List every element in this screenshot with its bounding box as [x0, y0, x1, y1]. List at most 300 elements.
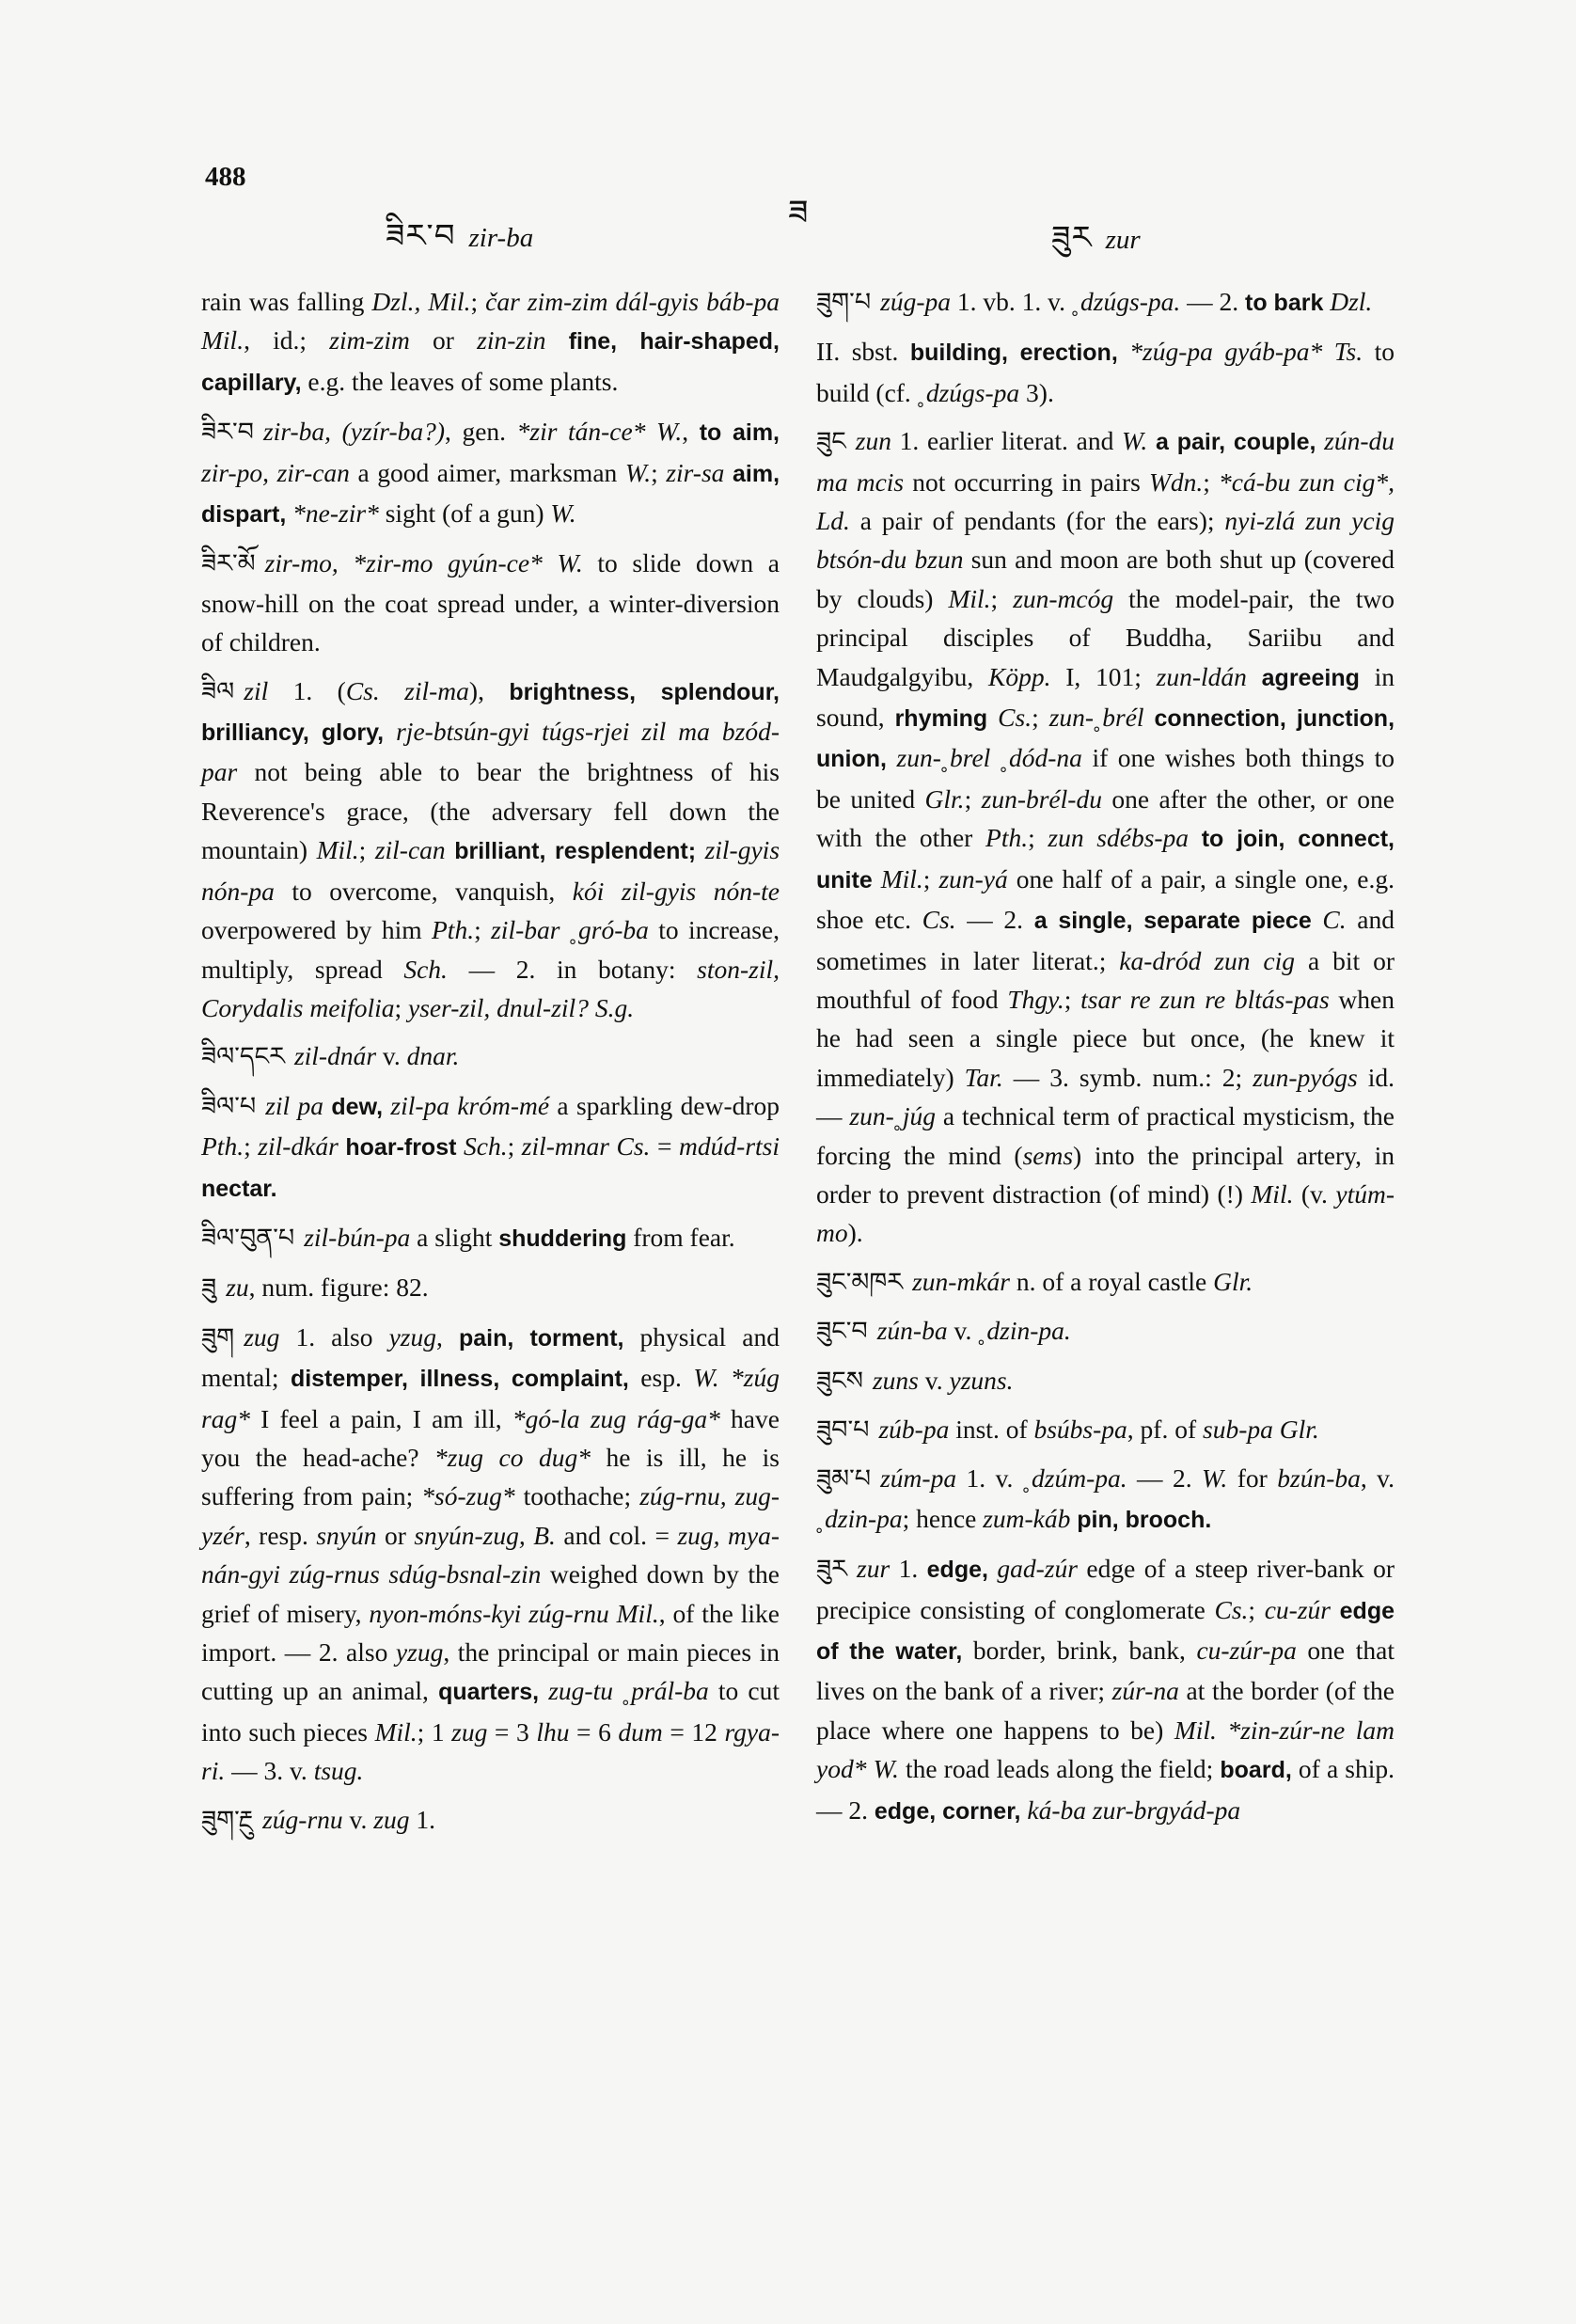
- entry-text: ;: [394, 992, 409, 1022]
- entry-italic-text: Mil. *zin-zúr-ne lam yod* W.: [816, 1715, 1395, 1784]
- entry-text: — 2. in botany:: [447, 954, 698, 984]
- entry-italic-text: bzún-ba: [1277, 1463, 1361, 1494]
- entry-text: ; hence: [902, 1503, 984, 1533]
- entry-text: I feel a pain, I am ill,: [249, 1403, 512, 1433]
- entry-italic-text: Dzl.: [1330, 287, 1373, 316]
- dictionary-entry: [201, 1318, 780, 1791]
- entry-text: the model-pair, the two principal disciples of Buddha, Sariibu and Maudgalgyibu,: [816, 583, 1395, 691]
- entry-italic-text: zug: [244, 1321, 280, 1352]
- entry-italic-text: W.: [1122, 426, 1148, 456]
- dictionary-entry: [201, 1036, 780, 1076]
- entry-text: [1331, 1595, 1340, 1624]
- entry-text: ; 1: [417, 1716, 452, 1747]
- entry-headword-tibetan: ཟིལ་དངར: [201, 1042, 285, 1072]
- entry-italic-text: zun-pyógs: [1253, 1062, 1358, 1092]
- entry-headword-tibetan: ཟུ: [201, 1273, 217, 1304]
- entry-italic-text: Pth.: [201, 1131, 244, 1162]
- entry-text: [1316, 426, 1324, 455]
- entry-text: I, 101;: [1050, 661, 1157, 691]
- running-head-right: [1051, 201, 1141, 292]
- entry-italic-text: zil: [244, 675, 269, 705]
- entry-italic-text: zun sdébs-pa: [1048, 823, 1190, 853]
- entry-italic-text: zun-˳brél: [1048, 703, 1144, 733]
- entry-headword-tibetan: ཟིལ: [201, 676, 235, 706]
- entry-italic-text: Mil.: [374, 1716, 418, 1747]
- entry-italic-text: zil-dnár: [293, 1041, 377, 1071]
- entry-text: a sparkling dew-drop: [549, 1090, 780, 1120]
- entry-text: a good aimer, marksman: [349, 457, 625, 487]
- entry-definition-bold: agreeing: [1261, 664, 1360, 691]
- entry-text: he is ill, he is suffering from pain;: [201, 1442, 780, 1511]
- entry-italic-text: *zúg-pa gyáb-pa* Ts.: [1129, 337, 1363, 367]
- entry-text: physical and mental;: [201, 1321, 780, 1393]
- entry-text: v.: [376, 1041, 407, 1071]
- entry-italic-text: sub-pa Glr.: [1203, 1414, 1319, 1444]
- entry-italic-text: ˳dzin-pa: [816, 1503, 903, 1533]
- entry-definition-bold: a single, separate piece: [1033, 908, 1312, 935]
- entry-text: [456, 1131, 464, 1161]
- entry-text: , num. figure: 82.: [248, 1273, 429, 1303]
- entry-italic-text: yser-zil, dnul-zil? S.g.: [408, 992, 635, 1022]
- entry-text: = 3: [487, 1716, 537, 1747]
- entry-italic-text: sems: [1022, 1140, 1074, 1170]
- entry-text: ),: [468, 675, 510, 705]
- entry-italic-text: lhu: [536, 1716, 570, 1747]
- entry-definition-bold: rhyming: [894, 705, 988, 733]
- entry-italic-text: Cs.: [922, 905, 956, 935]
- entry-italic-text: Köpp.: [988, 661, 1051, 691]
- entry-italic-text: zún-du ma mcis: [816, 426, 1395, 497]
- entry-text: II. sbst.: [816, 337, 910, 367]
- entry-italic-text: *zug co dug*: [434, 1442, 591, 1472]
- entry-italic-text: zun-yá: [938, 863, 1008, 893]
- entry-italic-text: snyún-zug, B.: [414, 1520, 556, 1550]
- entry-headword-tibetan: ཟུར: [816, 1555, 847, 1585]
- entry-headword-tibetan: ཟུག: [201, 1322, 235, 1352]
- entry-text: 1. (: [268, 675, 346, 705]
- entry-text: 1. also: [279, 1321, 389, 1352]
- entry-text: a technical term of practical mysticism, the forcing the mind (: [816, 1101, 1395, 1170]
- entry-italic-text: Glr.: [924, 783, 965, 814]
- entry-text: ;: [1248, 1594, 1265, 1624]
- entry-text: toothache;: [514, 1481, 640, 1511]
- entry-italic-text: W.: [550, 498, 576, 529]
- entry-text: , pf. of: [1127, 1414, 1203, 1444]
- entry-italic-text: *cá-bu zun cig*, Ld.: [816, 466, 1395, 536]
- entry-text: border, brink, bank,: [962, 1636, 1197, 1665]
- entry-text: the road leads along the field;: [898, 1754, 1221, 1784]
- entry-definition-bold: edge,: [926, 1557, 988, 1584]
- entry-italic-text: Mil.: [1251, 1178, 1294, 1209]
- entry-italic-text: gad-zúr: [997, 1554, 1078, 1584]
- running-head-left: [386, 199, 533, 290]
- entry-text: [873, 864, 881, 893]
- entry-italic-text: tsar re zun re bltás-pas: [1080, 984, 1330, 1014]
- entry-italic-text: zúr-na: [1111, 1676, 1179, 1706]
- entry-text: inst. of: [949, 1414, 1034, 1444]
- entry-italic-text: yzug: [388, 1321, 436, 1352]
- entry-definition-bold: pain, torment,: [458, 1324, 624, 1352]
- entry-italic-text: *ne-zir*: [292, 498, 379, 529]
- entry-text: not being able to bear the brightness of his Reverence's grace, (the adversary fell down the mountain): [201, 757, 780, 865]
- entry-italic-text: Mil.: [880, 863, 923, 893]
- dictionary-entry: [201, 1086, 780, 1209]
- entry-definition-bold: aim, dispart,: [201, 460, 780, 529]
- entry-italic-text: ˳dzúgs-pa: [917, 377, 1020, 407]
- entry-italic-text: W. *zúg rag*: [201, 1363, 780, 1433]
- entry-text: ;: [470, 287, 486, 316]
- entry-text: 1. vb. 1. v.: [951, 287, 1072, 316]
- entry-text: esp.: [628, 1363, 694, 1393]
- entry-text: [988, 1554, 997, 1583]
- entry-italic-text: Wdn.: [1148, 466, 1204, 497]
- dictionary-entry: [816, 421, 1395, 1253]
- entry-text: n. of a royal castle: [1010, 1266, 1214, 1296]
- entry-text: [1312, 905, 1323, 934]
- entry-text: or: [376, 1520, 415, 1550]
- entry-text: — 2.: [1127, 1463, 1203, 1494]
- entry-italic-text: Cs. zil-ma: [345, 675, 469, 705]
- entry-definition-bold: to aim,: [699, 419, 780, 447]
- entry-italic-text: zun-˳júg: [849, 1101, 937, 1131]
- entry-italic-text: dnar.: [406, 1041, 460, 1071]
- entry-text: = 6: [569, 1716, 619, 1747]
- entry-text: [1189, 823, 1202, 852]
- entry-text: — 2.: [955, 905, 1034, 935]
- entry-italic-text: zug: [373, 1804, 410, 1834]
- entry-italic-text: zil-pa króm-mé: [390, 1090, 550, 1120]
- entry-italic-text: Dzl., Mil.: [371, 287, 471, 316]
- entry-text: when he had seen a single piece but once, (he knew it immediately): [816, 984, 1395, 1092]
- entry-italic-text: ˳dzúm-pa.: [1022, 1463, 1127, 1494]
- entry-italic-text: Sch.: [463, 1131, 508, 1162]
- dictionary-entry: [201, 1268, 780, 1307]
- entry-text: if one wishes both things to be united: [816, 743, 1395, 814]
- entry-text: sun and moon are both shut up (covered by clouds): [816, 545, 1395, 613]
- entry-definition-bold: shuddering: [498, 1225, 627, 1252]
- dictionary-entry: [816, 332, 1395, 412]
- entry-italic-text: zun-mcóg: [1013, 583, 1114, 613]
- entry-headword-tibetan: ཟིལ་བུན་པ: [201, 1223, 295, 1253]
- entry-text: , id.;: [244, 325, 330, 356]
- entry-text: [545, 325, 568, 355]
- entry-italic-text: zún-ba: [876, 1316, 948, 1346]
- entry-italic-text: Pth.: [985, 823, 1029, 853]
- entry-definition-bold: fine, hair-shaped, capillary,: [201, 328, 780, 396]
- entry-headword-tibetan: ཟུངས: [816, 1366, 863, 1396]
- dictionary-entry: [201, 282, 780, 403]
- entry-italic-text: mdúd-rtsi: [679, 1131, 780, 1162]
- entry-text: ;: [1032, 703, 1049, 733]
- entry-text: [446, 835, 455, 864]
- page-number: 488: [205, 162, 246, 192]
- entry-text: , of the like import. — 2. also: [201, 1598, 780, 1667]
- dictionary-entry: [816, 1311, 1395, 1351]
- dictionary-entry: [201, 672, 780, 1028]
- entry-text: ;: [244, 1131, 259, 1162]
- entry-text: 1.: [409, 1804, 435, 1834]
- entry-italic-text: zir-po, zir-can: [201, 457, 350, 487]
- entry-text: [724, 458, 733, 487]
- entry-italic-text: Mil.: [948, 583, 991, 613]
- entry-italic-text: zil-gyis nón-pa: [201, 835, 780, 906]
- entry-text: , gen.: [445, 417, 517, 447]
- entry-italic-text: zun-brél-du: [981, 783, 1102, 814]
- dictionary-entry: [816, 282, 1395, 323]
- entry-text: [1118, 337, 1130, 366]
- dictionary-entry: [201, 1800, 780, 1840]
- entry-text: ;: [1203, 466, 1220, 497]
- left-column: [201, 282, 780, 1849]
- entry-italic-text: zum-káb: [983, 1503, 1071, 1533]
- entry-text: v.: [918, 1365, 950, 1395]
- entry-headword-tibetan: ཟིར་མོ: [201, 549, 256, 579]
- entry-italic-text: zu: [226, 1273, 249, 1303]
- entry-definition-bold: building, erection,: [909, 340, 1118, 367]
- entry-italic-text: Sch.: [403, 954, 448, 984]
- entry-text: [1247, 662, 1262, 691]
- entry-text: and col. =: [555, 1520, 678, 1550]
- entry-text: to build (cf.: [816, 337, 1395, 407]
- entry-text: from fear.: [626, 1222, 735, 1252]
- entry-italic-text: zúg-rnu: [262, 1804, 343, 1834]
- entry-italic-text: *só-zug*: [421, 1481, 515, 1511]
- entry-definition-bold: edge of the water,: [816, 1597, 1395, 1665]
- entry-italic-text: C.: [1322, 905, 1347, 935]
- entry-italic-text: zir-sa: [666, 457, 725, 487]
- entry-italic-text: zúm-pa: [880, 1463, 957, 1494]
- entry-italic-text: yzuns.: [949, 1365, 1014, 1395]
- entry-text: ;: [964, 783, 982, 814]
- entry-text: [887, 743, 897, 772]
- entry-italic-text: Cs.: [998, 703, 1032, 733]
- entry-text: — 3. symb. num.: 2;: [1002, 1062, 1253, 1092]
- entry-text: [696, 835, 705, 864]
- entry-italic-text: dum: [618, 1716, 663, 1747]
- entry-italic-text: zúg-pa: [880, 287, 952, 316]
- running-head-letter: ཟ: [788, 194, 809, 232]
- entry-text: a bit or mouthful of food: [816, 945, 1395, 1014]
- entry-text: weighed down by the grief of misery,: [201, 1559, 780, 1628]
- entry-italic-text: *zir tán-ce* W.: [516, 417, 683, 447]
- dictionary-entry: [201, 544, 780, 661]
- entry-headword-tibetan: ཟུམ་པ: [816, 1464, 872, 1494]
- running-head-right-roman: zur: [1105, 225, 1141, 255]
- entry-definition-bold: quarters,: [438, 1679, 540, 1706]
- entry-italic-text: rgya-ri.: [201, 1716, 780, 1786]
- entry-text: [1144, 703, 1155, 732]
- entry-text: 1. earlier literat. and: [890, 426, 1123, 456]
- entry-definition-bold: nectar.: [201, 1175, 277, 1202]
- entry-text: — 2.: [1180, 287, 1245, 316]
- entry-italic-text: zun: [855, 426, 891, 456]
- entry-text: ,: [682, 417, 700, 447]
- entry-definition-bold: a pair, couple,: [1156, 429, 1316, 456]
- entry-italic-text: zúb-pa: [878, 1414, 950, 1444]
- entry-text: [384, 717, 396, 746]
- entry-text: ;: [1064, 984, 1081, 1014]
- entry-text: =: [650, 1131, 680, 1162]
- entry-headword-tibetan: ཟུང་མཁར: [816, 1267, 904, 1297]
- entry-text: ).: [847, 1218, 863, 1248]
- entry-italic-text: cu-zúr-pa: [1196, 1636, 1297, 1665]
- entry-italic-text: zug, mya-nán-gyi zúg-rnus sdúg-bsnal-zin: [201, 1520, 780, 1589]
- entry-text: overpowered by him: [201, 915, 432, 945]
- entry-text: e.g. the leaves of some plants.: [301, 366, 619, 396]
- entry-text: a pair of pendants (for the ears);: [849, 506, 1225, 536]
- dictionary-entry: [816, 1361, 1395, 1400]
- entry-text: in sound,: [816, 661, 1395, 733]
- entry-italic-text: zur: [857, 1554, 890, 1584]
- entry-text: to cut into such pieces: [201, 1676, 780, 1747]
- entry-italic-text: zir-mo, *zir-mo gyún-ce* W.: [264, 548, 583, 578]
- entry-text: (v.: [1293, 1178, 1336, 1209]
- entry-text: sight (of a gun): [378, 498, 551, 529]
- entry-italic-text: Tar.: [964, 1062, 1003, 1092]
- entry-text: v.: [342, 1804, 374, 1834]
- entry-italic-text: cu-zúr: [1264, 1594, 1331, 1624]
- entry-italic-text: ka-dród zun cig: [1119, 945, 1296, 975]
- dictionary-entry: [816, 1459, 1395, 1540]
- entry-text: [1147, 426, 1156, 455]
- entry-text: 1. v.: [956, 1463, 1023, 1494]
- entry-italic-text: ká-ba zur-brgyád-pa: [1027, 1794, 1241, 1825]
- entry-headword-tibetan: ཟུག་པ: [816, 288, 872, 317]
- entry-text: of a ship. — 2.: [816, 1754, 1395, 1825]
- entry-text: ;: [922, 863, 939, 893]
- entry-headword-tibetan: ཟིར་བ: [201, 418, 254, 448]
- entry-italic-text: Pth.: [432, 915, 475, 945]
- entry-italic-text: zil-mnar Cs.: [521, 1131, 651, 1162]
- entry-text: 1.: [890, 1554, 927, 1584]
- entry-italic-text: zun-mkár: [912, 1266, 1010, 1296]
- entry-text: [539, 1676, 548, 1705]
- entry-text: ;: [507, 1131, 522, 1162]
- entry-text: or: [409, 325, 478, 356]
- dictionary-entry: [816, 1410, 1395, 1449]
- entry-headword-tibetan: ཟུང་བ: [816, 1317, 868, 1347]
- entry-text: ;: [358, 835, 375, 865]
- entry-definition-bold: connection, junction, union,: [816, 705, 1395, 773]
- dictionary-entry: [201, 412, 780, 534]
- entry-definition-bold: edge, corner,: [874, 1797, 1021, 1825]
- dictionary-entry: [816, 1262, 1395, 1302]
- entry-text: ;: [990, 583, 1014, 613]
- entry-italic-text: rje-btsún-gyi túgs-rjei zil ma bzód-par: [201, 717, 780, 787]
- entry-text: for: [1227, 1463, 1278, 1494]
- entry-text: and sometimes in later literat.;: [816, 905, 1395, 975]
- entry-text: a slight: [410, 1222, 499, 1252]
- entry-definition-bold: board,: [1220, 1757, 1292, 1784]
- entry-text: , resp.: [244, 1520, 317, 1550]
- entry-italic-text: zug-tu ˳prál-ba: [548, 1676, 709, 1706]
- entry-text: — 3. v.: [225, 1756, 314, 1786]
- entry-italic-text: ˳dzin-pa.: [978, 1316, 1071, 1346]
- entry-definition-bold: pin, brooch.: [1077, 1506, 1212, 1533]
- entry-italic-text: zim-zim: [329, 325, 410, 356]
- entry-italic-text: Thgy.: [1007, 984, 1064, 1014]
- entry-italic-text: Cs.: [1214, 1594, 1249, 1624]
- entry-text: to overcome, vanquish,: [274, 876, 573, 906]
- dictionary-entry: [201, 1218, 780, 1258]
- entry-italic-text: zun-ldán: [1156, 661, 1247, 691]
- entry-text: one that lives on the bank of a river;: [816, 1636, 1395, 1706]
- entry-italic-text: tsug.: [313, 1756, 364, 1786]
- entry-text: 3).: [1019, 377, 1054, 407]
- entry-italic-text: ston-zil, Corydalis meifolia: [201, 954, 780, 1022]
- entry-italic-text: Mil.: [316, 835, 359, 865]
- entry-italic-text: zun-˳brel ˳dód-na: [896, 743, 1082, 773]
- entry-text: [987, 703, 998, 732]
- entry-italic-text: zil-can: [374, 835, 446, 865]
- entry-text: ;: [474, 915, 492, 945]
- entry-italic-text: W.: [624, 457, 652, 487]
- dictionary-entry: [816, 1549, 1395, 1831]
- entry-italic-text: zúg-rnu, zug-yzér: [201, 1481, 780, 1550]
- entry-headword-tibetan: ཟིལ་པ: [201, 1091, 257, 1121]
- entry-italic-text: zir-ba, (yzír-ba?): [262, 417, 446, 447]
- entry-text: not occurring in pairs: [904, 466, 1149, 497]
- entry-italic-text: nyon-móns-kyi zúg-rnu Mil.: [369, 1598, 659, 1628]
- entry-definition-bold: distemper, illness, complaint,: [290, 1366, 629, 1393]
- entry-headword-tibetan: ཟུབ་པ: [816, 1415, 870, 1445]
- entry-italic-text: W.: [1202, 1463, 1228, 1494]
- entry-text: one half of a pair, a single one, e.g. shoe etc.: [816, 863, 1395, 935]
- entry-text: = 12: [662, 1716, 725, 1747]
- entry-text: ;: [1028, 823, 1048, 853]
- entry-text: to slide down a snow-hill on the coat spread under, a winter-diversion of children.: [201, 548, 780, 657]
- entry-italic-text: zil-bar ˳gró-ba: [491, 915, 649, 945]
- entry-text: id. —: [816, 1062, 1395, 1131]
- entry-italic-text: *gó-la zug rág-ga*: [512, 1403, 720, 1433]
- entry-definition-bold: hoar-frost: [345, 1134, 457, 1162]
- entry-italic-text: yzug: [395, 1637, 444, 1667]
- entry-italic-text: zug: [451, 1716, 488, 1747]
- entry-italic-text: Glr.: [1213, 1266, 1253, 1296]
- entry-text: , v.: [1360, 1463, 1395, 1494]
- entry-italic-text: zil-dkár: [258, 1131, 339, 1162]
- running-head-left-roman: zir-ba: [468, 223, 534, 253]
- entry-italic-text: kói zil-gyis nón-te: [572, 876, 780, 906]
- running-head-left-tibetan: ཟིར་བ: [386, 217, 456, 255]
- right-column: [816, 282, 1395, 1841]
- entry-text: ) into the principal artery, in order to prevent distraction (of mind) (!): [816, 1140, 1395, 1209]
- entry-text: to increase, multiply, spread: [201, 915, 780, 984]
- entry-italic-text: ˳dzúgs-pa.: [1071, 287, 1181, 316]
- entry-definition-bold: to join, connect, unite: [816, 826, 1395, 893]
- entry-italic-text: snyún: [316, 1520, 377, 1550]
- entry-text: rain was falling: [201, 287, 372, 316]
- entry-italic-text: čar zim-zim dál-gyis báb-pa Mil.: [201, 287, 780, 356]
- entry-italic-text: zuns: [872, 1365, 919, 1395]
- entry-text: , the principal or main pieces in cutting up an animal,: [201, 1637, 780, 1706]
- entry-text: ,: [436, 1321, 459, 1352]
- entry-definition-bold: to bark: [1245, 290, 1324, 316]
- entry-headword-tibetan: ཟུང: [816, 427, 846, 457]
- entry-italic-text: bsúbs-pa: [1033, 1414, 1127, 1444]
- running-head-right-tibetan: ཟུར: [1051, 219, 1093, 257]
- entry-italic-text: nyi-zlá zun ycig btsón-du bzun: [816, 506, 1395, 575]
- entry-definition-bold: brightness, splendour, brilliancy, glory,: [201, 678, 780, 747]
- entry-text: edge of a steep river-bank or precipice consisting of conglomerate: [816, 1554, 1395, 1624]
- entry-italic-text: ytúm-mo: [816, 1178, 1395, 1248]
- entry-text: at the border (of the place where one happens to be): [816, 1676, 1395, 1745]
- entry-italic-text: zil-bún-pa: [304, 1222, 411, 1252]
- entry-italic-text: zil pa: [265, 1090, 324, 1120]
- entry-italic-text: zin-zin: [477, 325, 546, 356]
- entry-definition-bold: dew,: [331, 1093, 384, 1120]
- entry-headword-tibetan: ཟུག་རྔུ: [201, 1805, 254, 1835]
